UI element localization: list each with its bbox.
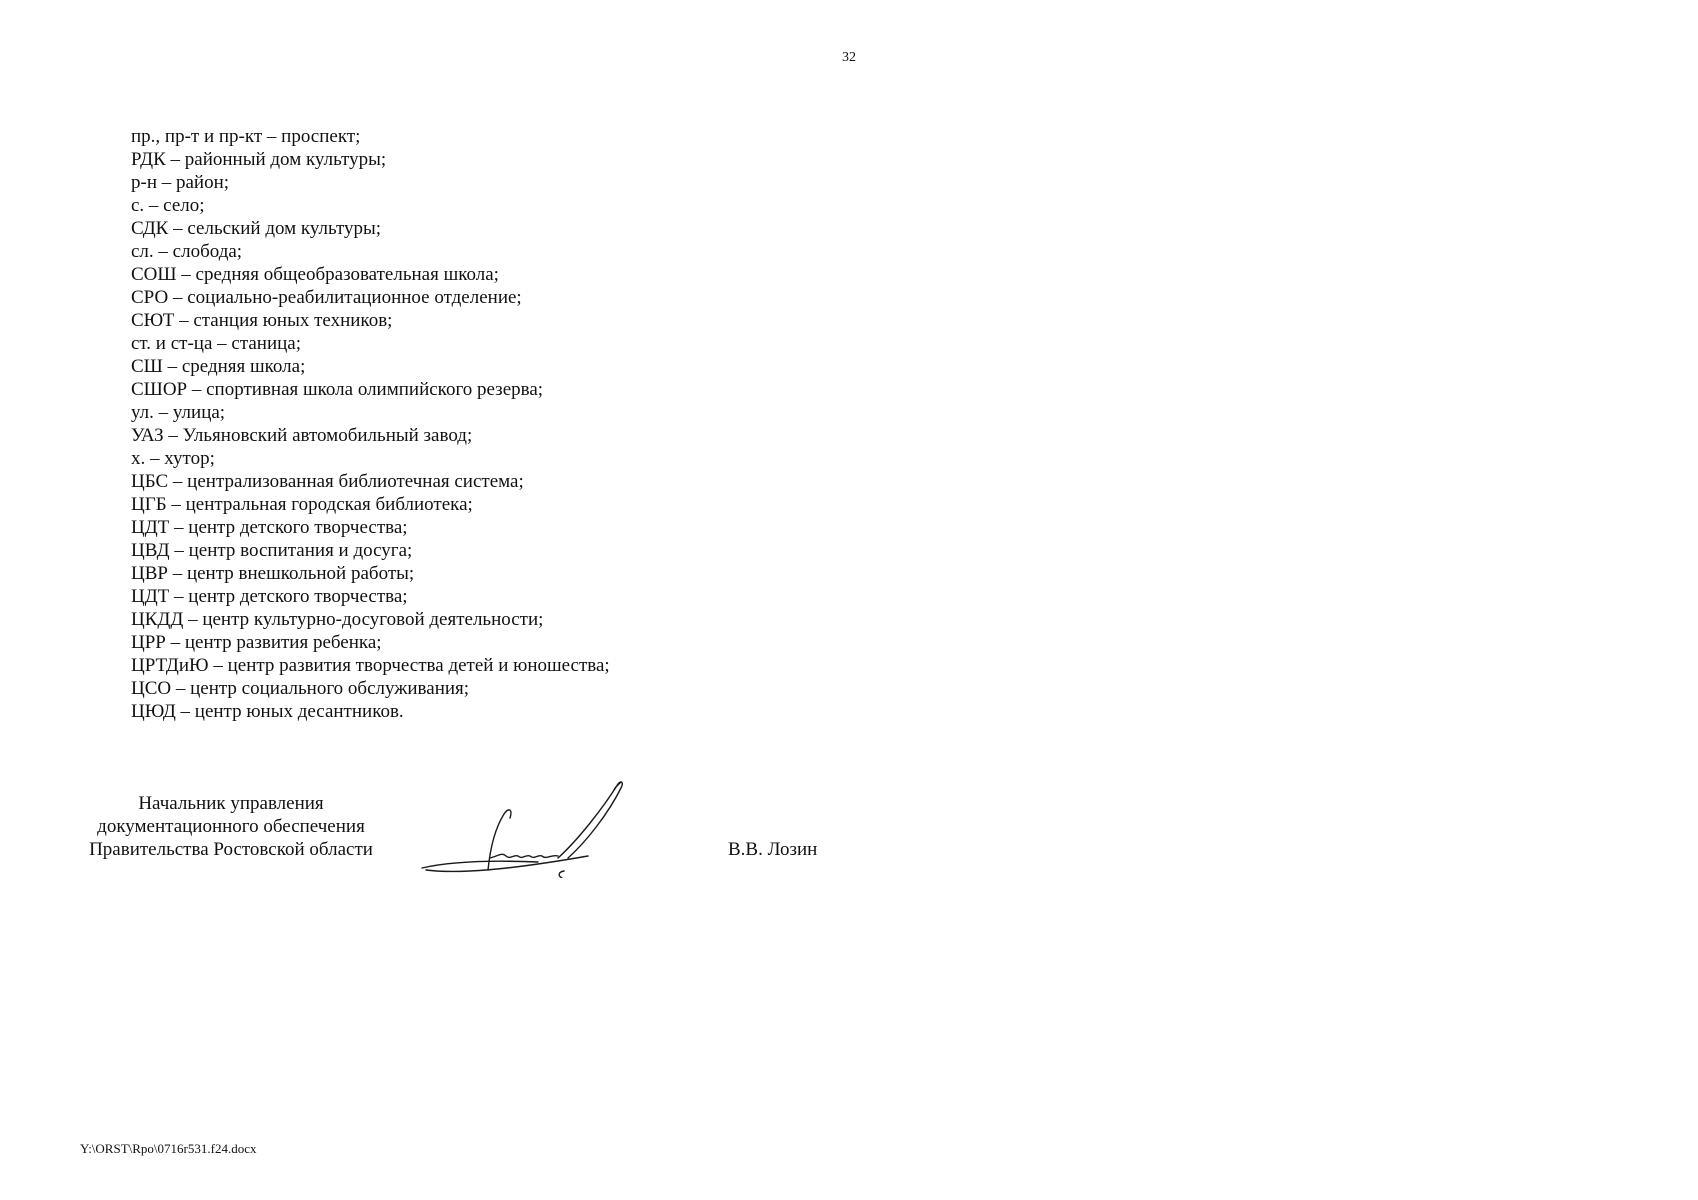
handwritten-signature [418, 778, 658, 878]
signatory-title-line: Начальник управления [138, 793, 324, 814]
abbreviation-item: РДК – районный дом культуры; [131, 149, 387, 170]
abbreviation-item: ЦВД – центр воспитания и досуга; [131, 540, 413, 561]
file-path: Y:\ORST\Rpo\0716r531.f24.docx [80, 1141, 257, 1156]
abbreviation-item: УАЗ – Ульяновский автомобильный завод; [131, 425, 473, 446]
abbreviation-item: ЦБС – централизованная библиотечная система; [131, 471, 524, 492]
page-number: 32 [842, 50, 856, 65]
signatory-title-line: документационного обеспечения [97, 816, 365, 837]
abbreviation-item: СРО – социально-реабилитационное отделение; [131, 287, 522, 308]
abbreviation-item: СШ – средняя школа; [131, 356, 306, 377]
abbreviation-item: ЦКДД – центр культурно-досуговой деятельности; [131, 609, 544, 630]
signer-name: В.В. Лозин [728, 839, 818, 860]
abbreviation-item: сл. – слобода; [131, 241, 243, 262]
abbreviation-item: р-н – район; [131, 172, 230, 193]
abbreviation-item: ЦРР – центр развития ребенка; [131, 632, 382, 653]
abbreviation-item: ЦДТ – центр детского творчества; [131, 586, 408, 607]
abbreviation-item: ЦЮД – центр юных десантников. [131, 701, 404, 722]
abbreviation-item: с. – село; [131, 195, 205, 216]
abbreviation-item: ЦДТ – центр детского творчества; [131, 517, 408, 538]
abbreviation-item: ст. и ст-ца – станица; [131, 333, 302, 354]
abbreviation-list [131, 125, 610, 723]
abbreviation-item: х. – хутор; [131, 448, 215, 469]
signatory-title [66, 792, 396, 861]
abbreviation-item: СЮТ – станция юных техников; [131, 310, 393, 331]
abbreviation-item: ЦРТДиЮ – центр развития творчества детей и юношества; [131, 655, 610, 676]
signatory-title-line: Правительства Ростовской области [89, 839, 373, 860]
abbreviation-item: СШОР – спортивная школа олимпийского резерва; [131, 379, 544, 400]
abbreviation-item: пр., пр-т и пр-кт – проспект; [131, 126, 361, 147]
abbreviation-item: ЦВР – центр внешкольной работы; [131, 563, 415, 584]
abbreviation-item: СДК – сельский дом культуры; [131, 218, 382, 239]
abbreviation-item: ЦСО – центр социального обслуживания; [131, 678, 470, 699]
abbreviation-item: ул. – улица; [131, 402, 226, 423]
abbreviation-item: СОШ – средняя общеобразовательная школа; [131, 264, 499, 285]
abbreviation-item: ЦГБ – центральная городская библиотека; [131, 494, 473, 515]
